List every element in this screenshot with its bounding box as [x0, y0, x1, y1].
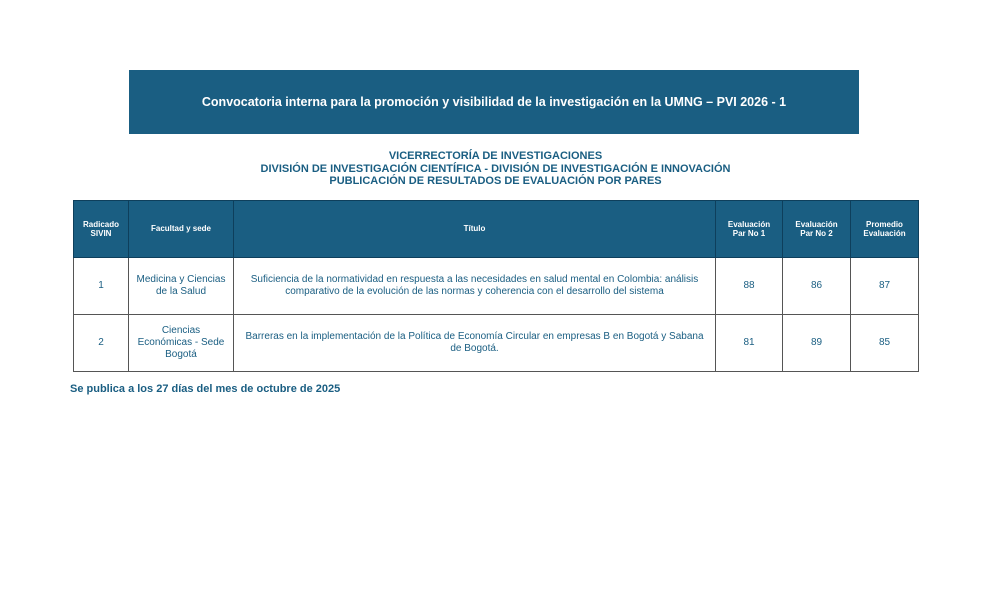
- cell-par2: 89: [783, 315, 851, 372]
- results-table: [73, 200, 919, 372]
- header-par2: Evaluación Par No 2: [783, 201, 851, 258]
- header-par1: Evaluación Par No 1: [716, 201, 783, 258]
- cell-radicado: 2: [74, 315, 129, 372]
- cell-promedio: 87: [851, 258, 919, 315]
- banner-title: Convocatoria interna para la promoción y visibilidad de la investigación en la UMNG – PVI 2026 - 1: [201, 95, 787, 109]
- subheading-publicacion: PUBLICACIÓN DE RESULTADOS DE EVALUACIÓN POR PARES: [329, 175, 662, 187]
- cell-par1: 81: [716, 315, 783, 372]
- cell-par2: 86: [783, 258, 851, 315]
- cell-facultad: Medicina y Ciencias de la Salud: [129, 258, 234, 315]
- subheading-division: DIVISIÓN DE INVESTIGACIÓN CIENTÍFICA - DIVISIÓN DE INVESTIGACIÓN E INNOVACIÓN: [260, 162, 731, 175]
- header-facultad: Facultad y sede: [129, 201, 234, 258]
- table-header-row: [74, 201, 919, 258]
- cell-par1: 88: [716, 258, 783, 315]
- header-radicado: Radicado SIVIN: [74, 201, 129, 258]
- title-banner: [129, 70, 859, 134]
- table-row: [74, 315, 919, 372]
- table-row: [74, 258, 919, 315]
- subheadings: [0, 150, 991, 188]
- cell-radicado: 1: [74, 258, 129, 315]
- cell-facultad: Ciencias Económicas - Sede Bogotá: [129, 315, 234, 372]
- cell-titulo: Suficiencia de la normatividad en respuesta a las necesidades en salud mental en Colombia: análisis comparativo de la evolución de las normas y coherencia con el desarrollo del sistema: [234, 258, 716, 315]
- header-titulo: Título: [234, 201, 716, 258]
- publication-date-note: Se publica a los 27 días del mes de octubre de 2025: [70, 383, 341, 395]
- header-promedio: Promedio Evaluación: [851, 201, 919, 258]
- cell-titulo: Barreras en la implementación de la Política de Economía Circular en empresas B en Bogotá y Sabana de Bogotá.: [234, 315, 716, 372]
- cell-promedio: 85: [851, 315, 919, 372]
- subheading-vicerrectoria: VICERRECTORÍA DE INVESTIGACIONES: [388, 150, 603, 162]
